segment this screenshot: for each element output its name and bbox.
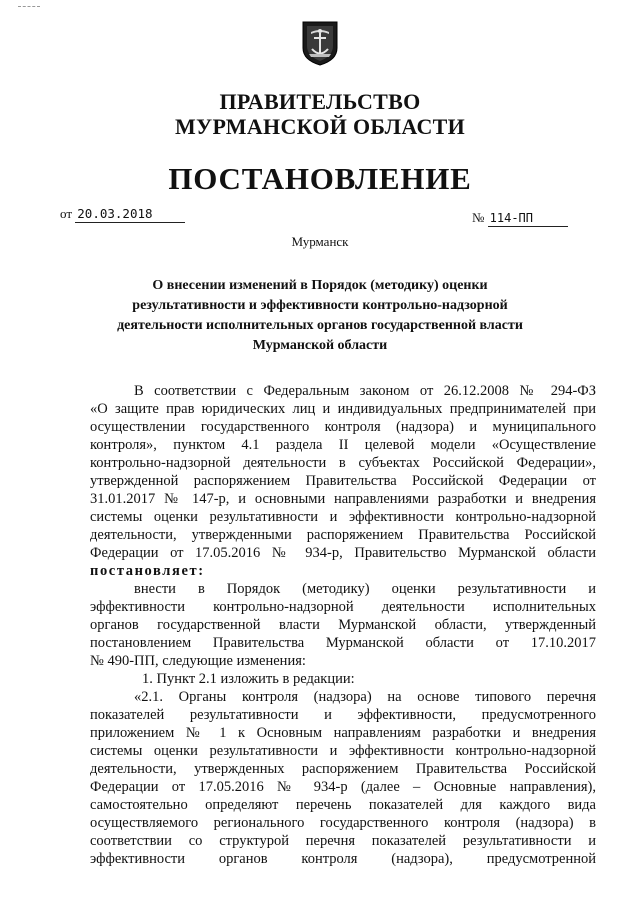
body-line: Федерации от 17.05.2016 № 934-р (далее – Основные направления), [90,779,596,795]
number-value: 114-ПП [488,210,568,227]
body-line: осуществляемого регионального государственного контроля (надзора) в [90,815,596,831]
document-type-title: ПОСТАНОВЛЕНИЕ [168,161,472,196]
body-line: постановлением Правительства Мурманской области от 17.10.2017 [90,635,596,651]
subject-line: деятельности исполнительных органов государственной власти [117,318,523,333]
body-line: В соответствии с Федеральным законом от 26.12.2008 № 294-ФЗ [134,383,596,399]
body-line: внести в Порядок (методику) оценки результативности и [134,581,596,597]
government-title-line2: МУРМАНСКОЙ ОБЛАСТИ [174,114,466,139]
body-line: приложением № 1 к Основным направлениям разработки и внедрения [90,725,596,741]
body-line: соответствии со структурой перечня показателей результативности и [90,833,596,849]
body-line: системы оценки результативности и эффективности контрольно-надзорной [90,743,596,759]
body-line: осуществлении государственного контроля (надзора) и муниципального [90,419,596,435]
subject-line: О внесении изменений в Порядок (методику) оценки [152,278,488,293]
body-line: деятельности, утвержденными распоряжением Правительства Российской [90,527,596,543]
body-line: «2.1. Органы контроля (надзора) на основе типового перечня [134,689,596,705]
scan-edge-mark [18,6,40,7]
body-line: 31.01.2017 № 147-р, и основными направлениями разработки и внедрения [90,491,596,507]
body-line: системы оценки результативности и эффективности контрольно-надзорной [90,509,596,525]
body-line: «О защите прав юридических лиц и индивидуальных предпринимателей при [90,401,596,417]
body-line: самостоятельно определяют перечень показателей для каждого вида [90,797,596,813]
city-name: Мурманск [291,234,349,249]
subject-line: Мурманской области [252,338,388,353]
murmansk-coat-of-arms-icon [301,18,339,66]
document-date [60,206,185,223]
decree-keyword: постановляет: [90,563,205,579]
body-line: органов государственной власти Мурманской области, утвержденный [90,617,596,633]
body-line: показателей результативности и эффективности, предусмотренного [90,707,596,723]
body-line: № 490-ПП, следующие изменения: [90,653,306,669]
body-line: эффективности контрольно-надзорной деятельности исполнительных [90,599,596,615]
date-value: 20.03.2018 [75,206,185,223]
number-prefix: № [472,210,485,225]
amendment-item: 1. Пункт 2.1 изложить в редакции: [142,671,355,687]
subject-line: результативности и эффективности контрольно-надзорной [132,298,508,313]
body-line: контрольно-надзорной деятельности в субъектах Российской Федерации», [90,455,596,471]
document-number [472,210,568,227]
body-line: Федерации от 17.05.2016 № 934-р, Правительство Мурманской области [90,545,596,561]
government-title-line1: ПРАВИТЕЛЬСТВО [219,89,421,114]
body-line: эффективности органов контроля (надзора), предусмотренной [90,851,596,867]
body-line: деятельности, утвержденных распоряжением Правительства Российской [90,761,596,777]
date-prefix: от [60,206,73,221]
body-line: утвержденной распоряжением Правительства Российской Федерации от [90,473,596,489]
body-line: контроля», пунктом 4.1 раздела II целевой модели «Осуществление [90,437,596,453]
